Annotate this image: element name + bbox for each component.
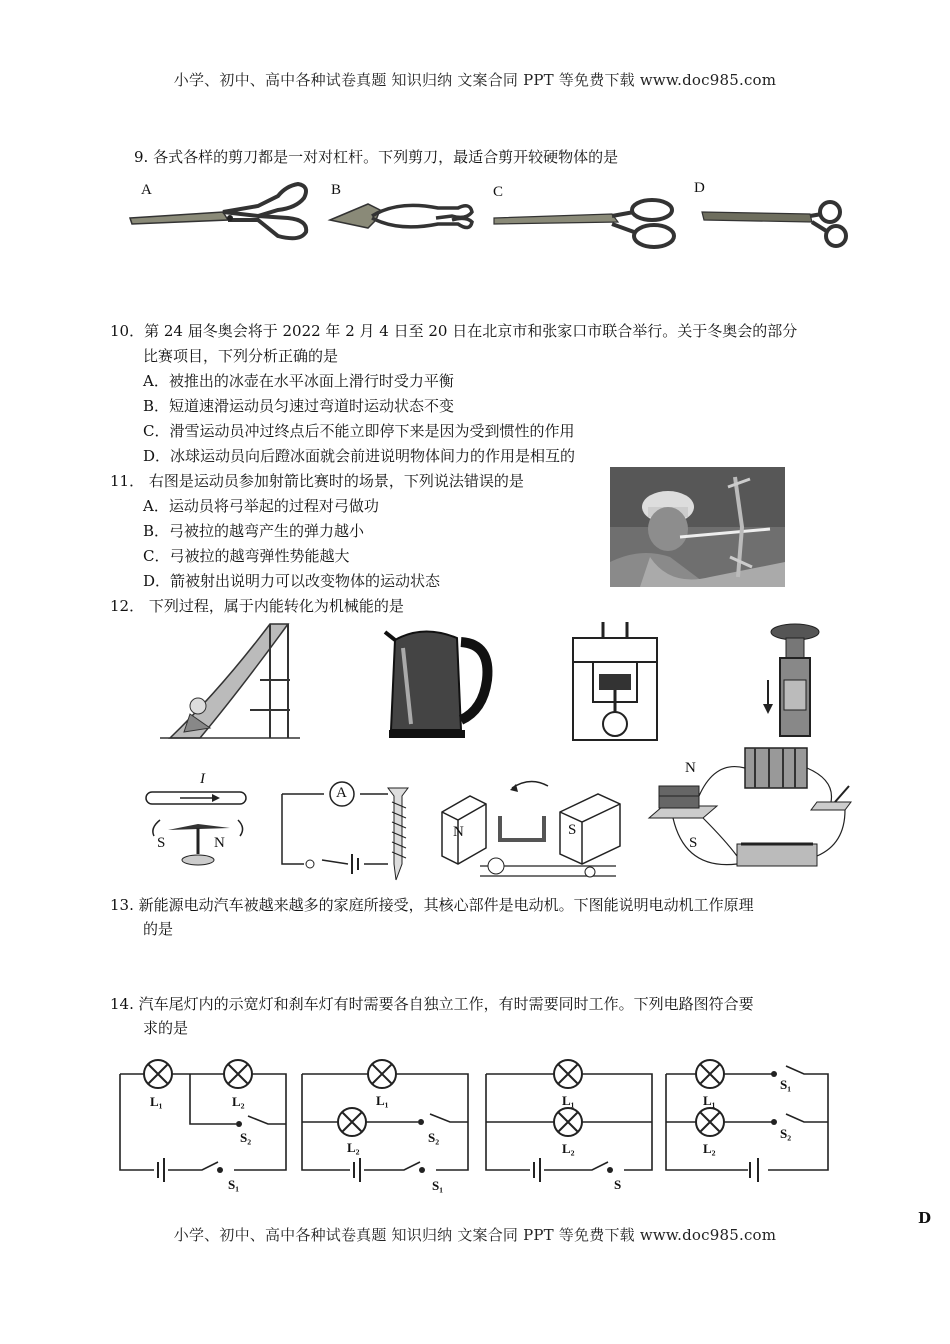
q11-option-b: B．弓被拉的越弯产生的弹力越小: [143, 522, 365, 540]
circuit-b-s2-label: S₂: [428, 1130, 440, 1145]
scissors-b-image: [328, 190, 478, 240]
circuit-c-l1-label: L₁: [562, 1093, 575, 1108]
scissors-a-image: [128, 176, 313, 246]
q11-stem: 11． 右图是运动员参加射箭比赛时的场景，下列说法错误的是: [110, 472, 524, 490]
q14-stem-line1: 14. 汽车尾灯内的示宽灯和刹车灯有时需要各自独立工作，有时需要同时工作。下列电路图符合要: [110, 995, 754, 1013]
q9-label-a: A: [141, 182, 152, 198]
circuit-c-l2-label: L₂: [562, 1141, 575, 1156]
scissors-c-image: [492, 198, 682, 254]
q10-option-d: D．冰球运动员向后蹬冰面就会前进说明物体间力的作用是相互的: [143, 447, 576, 465]
current-label: I: [200, 771, 205, 787]
q9-stem: 9. 各式各样的剪刀都是一对对杠杆。下列剪刀，最适合剪开较硬物体的是: [134, 148, 619, 166]
compass-north-label: N: [214, 835, 225, 851]
electromagnet-north-label: N: [685, 760, 696, 776]
archer-photo: [610, 467, 785, 587]
circuit-a-diagram: [118, 1058, 290, 1188]
oersted-experiment-figure: [140, 772, 258, 872]
q10-stem-line1: 10．第 24 届冬奥会将于 2022 年 2 月 4 日至 20 日在北京市和张家口市联合举行。关于冬奥会的部分: [110, 322, 798, 340]
q10-stem-line2: 比赛项目，下列分析正确的是: [143, 347, 339, 365]
circuit-d-s1-label: S₁: [780, 1077, 792, 1092]
child-slide-image: [160, 620, 300, 740]
q14-stem-line2: 求的是: [143, 1019, 189, 1037]
electromagnet-south-label: S: [689, 835, 698, 851]
circuit-d-s2-label: S₂: [780, 1126, 792, 1141]
circuit-c-diagram: [484, 1058, 656, 1188]
scissors-d-image: [700, 200, 855, 252]
q10-option-a: A．被推出的冰壶在水平冰面上滑行时受力平衡: [143, 372, 454, 390]
compass-south-label: S: [157, 835, 166, 851]
circuit-d-l1-label: L₁: [703, 1093, 716, 1108]
electromagnet-rheostat-figure: [645, 740, 860, 880]
q12-stem: 12． 下列过程，属于内能转化为机械能的是: [110, 597, 404, 615]
ammeter-label: A: [336, 785, 347, 801]
q13-stem-line2: 的是: [143, 920, 174, 938]
q9-label-b: B: [331, 182, 342, 198]
circuit-b-l2-label: L₂: [347, 1140, 360, 1155]
circuit-d-diagram: [664, 1058, 836, 1188]
q10-option-b: B．短道速滑运动员匀速过弯道时运动状态不变: [143, 397, 455, 415]
air-pump-image: [760, 620, 830, 740]
q9-label-c: C: [493, 184, 504, 200]
q11-option-c: C．弓被拉的越弯弹性势能越大: [143, 547, 350, 565]
page-footer: 小学、初中、高中各种试卷真题 知识归纳 文案合同 PPT 等免费下载 www.doc985.com: [173, 1226, 777, 1244]
corner-mark: D: [918, 1209, 932, 1227]
circuit-a-s2-label: S₂: [240, 1130, 252, 1145]
electric-kettle-image: [383, 620, 493, 740]
q10-option-c: C．滑雪运动员冲过终点后不能立即停下来是因为受到惯性的作用: [143, 422, 575, 440]
q11-option-a: A．运动员将弓举起的过程对弓做功: [143, 497, 379, 515]
q9-label-d: D: [694, 180, 705, 196]
q13-stem-line1: 13. 新能源电动汽车被越来越多的家庭所接受，其核心部件是电动机。下图能说明电动机工作原理: [110, 896, 754, 914]
circuit-b-s1-label: S₁: [432, 1178, 444, 1193]
page-header: 小学、初中、高中各种试卷真题 知识归纳 文案合同 PPT 等免费下载 www.doc985.com: [173, 71, 777, 89]
magnet-south-label: S: [568, 822, 577, 838]
circuit-a-s1-label: S₁: [228, 1177, 240, 1192]
circuit-a-l2-label: L₂: [232, 1094, 245, 1109]
circuit-c-s-label: S: [614, 1177, 622, 1192]
engine-cylinder-image: [565, 620, 665, 740]
q11-option-d: D．箭被射出说明力可以改变物体的运动状态: [143, 572, 441, 590]
circuit-b-l1-label: L₁: [376, 1093, 389, 1108]
motor-principle-figure: [440, 772, 630, 880]
circuit-d-l2-label: L₂: [703, 1141, 716, 1156]
magnet-north-label: N: [453, 824, 464, 840]
circuit-b-diagram: [300, 1058, 472, 1188]
circuit-a-l1-label: L₁: [150, 1094, 163, 1109]
